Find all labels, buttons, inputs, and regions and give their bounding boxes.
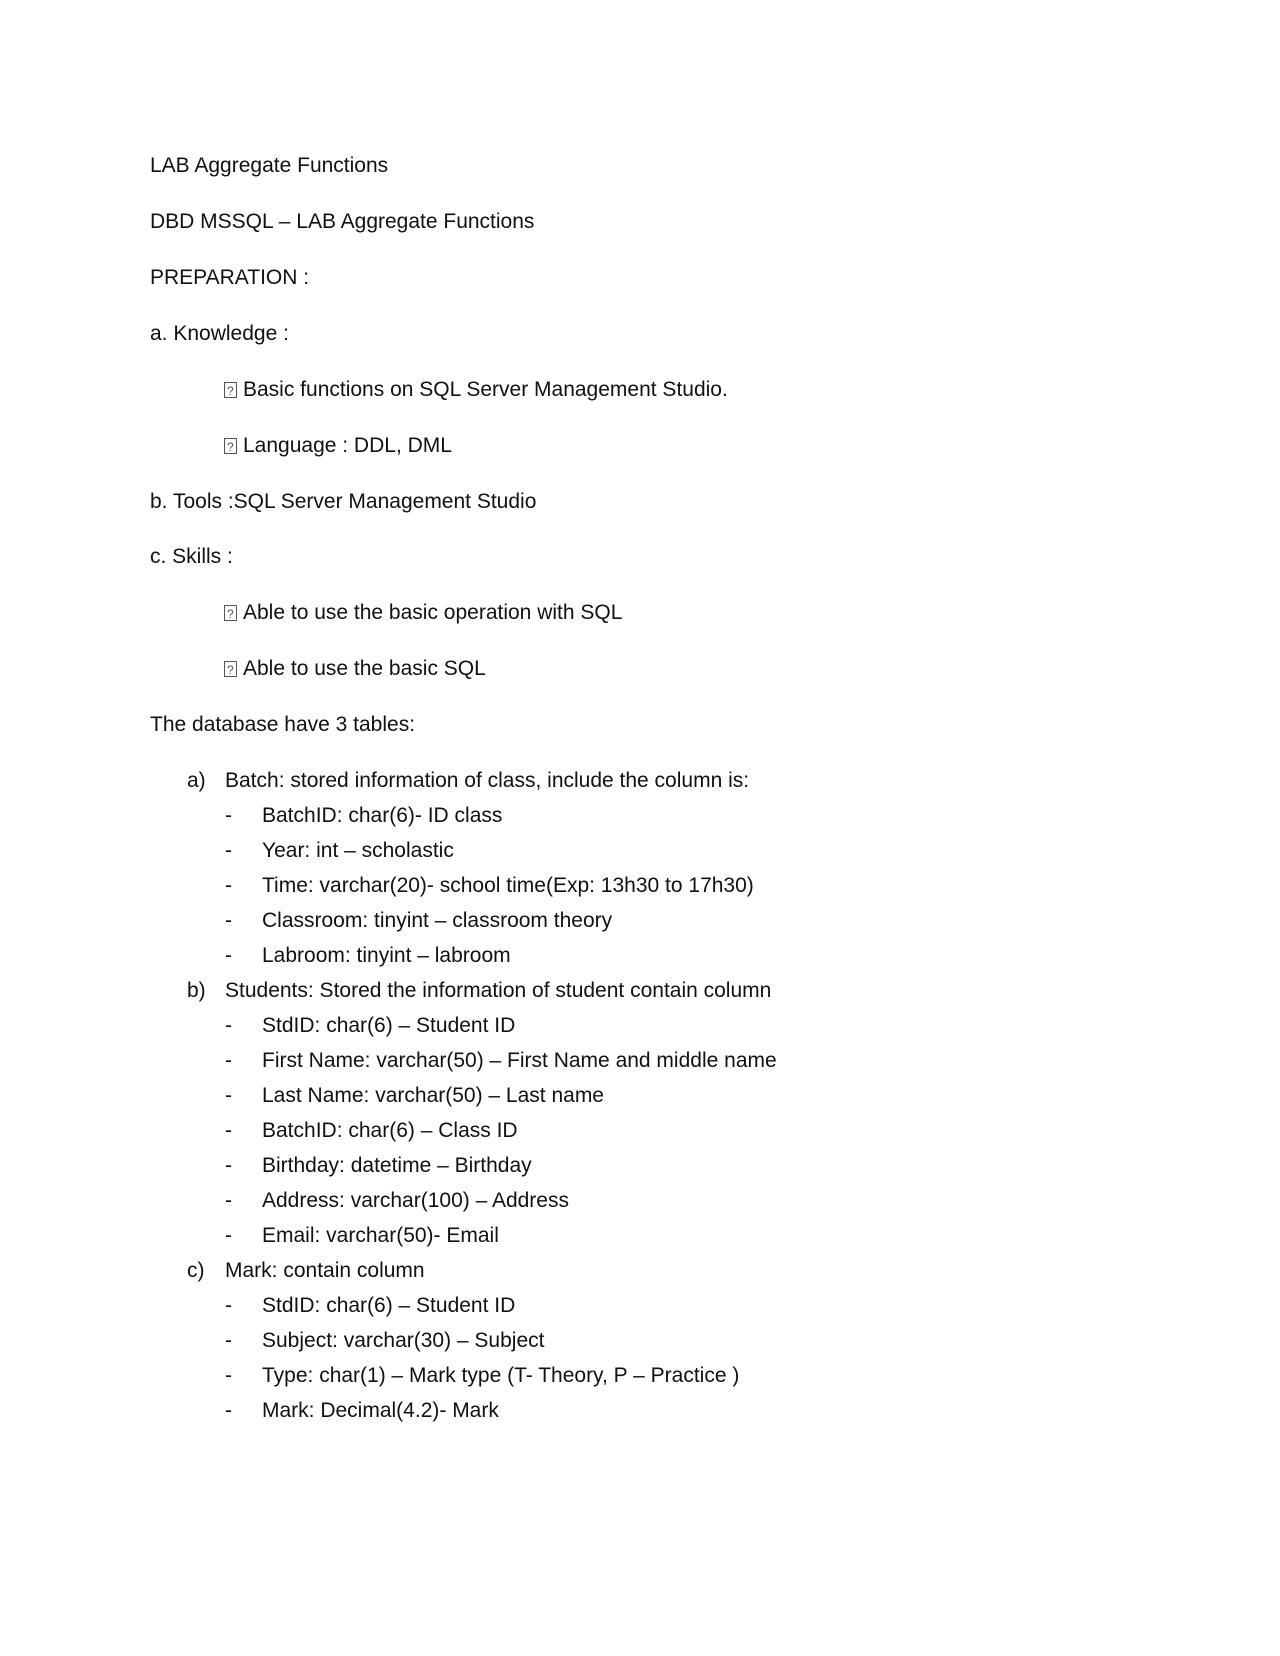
knowledge-item: ?Basic functions on SQL Server Management Studio. [224, 377, 728, 403]
missing-glyph-icon [224, 382, 237, 398]
tools-heading: b. Tools :SQL Server Management Studio [150, 490, 537, 513]
preparation-heading: PREPARATION : [150, 266, 310, 289]
missing-glyph-icon [224, 438, 237, 454]
missing-glyph-icon [224, 661, 237, 677]
doc-title: LAB Aggregate Functions [150, 154, 389, 177]
skills-heading: c. Skills : [150, 545, 233, 568]
document-page: LAB Aggregate Functions DBD MSSQL – LAB Aggregate Functions PREPARATION : a. Knowledge : ?Basic functions on SQL Server Management Studio. ?Language : DDL, DML b. Tools :SQL Server Management Studio c. Skills : ?Able to use the basic operation with SQL ?Able to use the basic SQL The database have 3 tables: a) Batch: stored information of class, include the column is: - BatchID: char(6)- ID class - Year: int – scholastic - Time: varchar(20)- school time(Exp: 13h30 to 17h30) - Classroom: tinyint – classroom theory - Labroom: tinyint – labroom b) Students: Stored the information of student contain column - StdID: char(6) – Student ID - First Name: varchar(50) – First Name and middle name - Last Name: varchar(50) – Last name - BatchID: char(6) – Class ID - Birthday: datetime – Birthday - Address: varchar(100) – Address - Email: varchar(50)- Email c) Mark: contain column - StdID: char(6) – Student ID - Subject: varchar(30) – Subject - Type: char(1) – Mark type (T- Theory, P – Practice ) - Mark: Decimal(4.2)- Mark [0, 0, 1280, 1656]
doc-subtitle: DBD MSSQL – LAB Aggregate Functions [150, 210, 535, 233]
skills-item: ?Able to use the basic SQL [224, 656, 486, 682]
knowledge-item: ?Language : DDL, DML [224, 433, 452, 459]
knowledge-heading: a. Knowledge : [150, 322, 289, 345]
skills-item: ?Able to use the basic operation with SQL [224, 600, 622, 626]
missing-glyph-icon [224, 605, 237, 621]
database-intro: The database have 3 tables: [150, 713, 416, 736]
